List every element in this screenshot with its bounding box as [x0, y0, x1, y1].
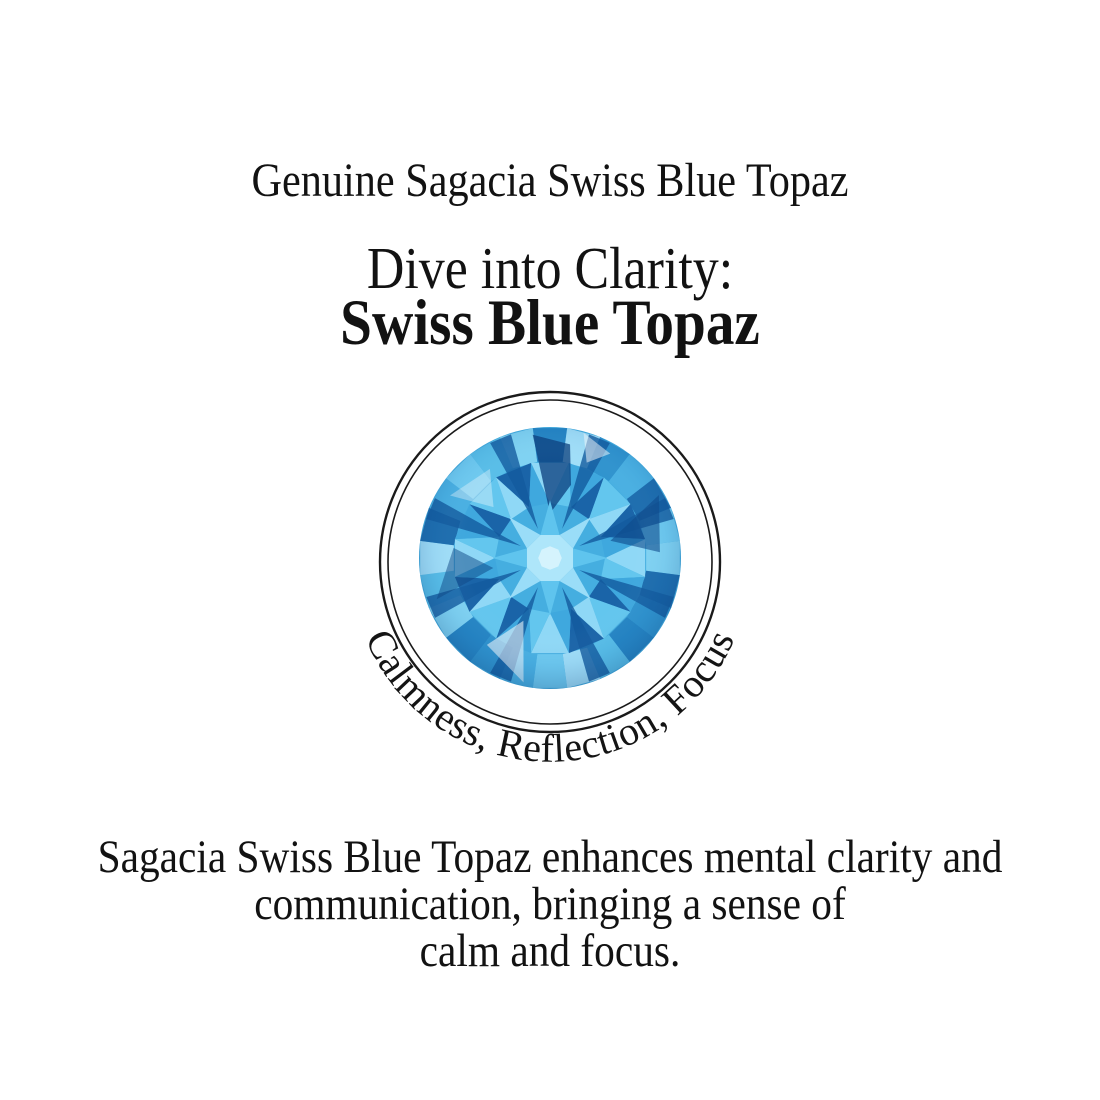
- body-paragraph: [66, 831, 1034, 977]
- body-line-1: Sagacia Swiss Blue Topaz enhances mental clarity and: [97, 831, 1003, 883]
- header-eyebrow: Genuine Sagacia Swiss Blue Topaz: [251, 154, 849, 207]
- title-line2: Swiss Blue Topaz: [340, 287, 760, 359]
- body-line-3: calm and focus.: [419, 925, 681, 977]
- title-line1: Dive into Clarity:: [366, 235, 734, 301]
- gem: [419, 427, 681, 689]
- gem-shade: [419, 427, 681, 689]
- curved-caption: Calmness, Reflection, Focus: [356, 622, 744, 771]
- body-line-2: communication, bringing a sense of: [254, 878, 846, 930]
